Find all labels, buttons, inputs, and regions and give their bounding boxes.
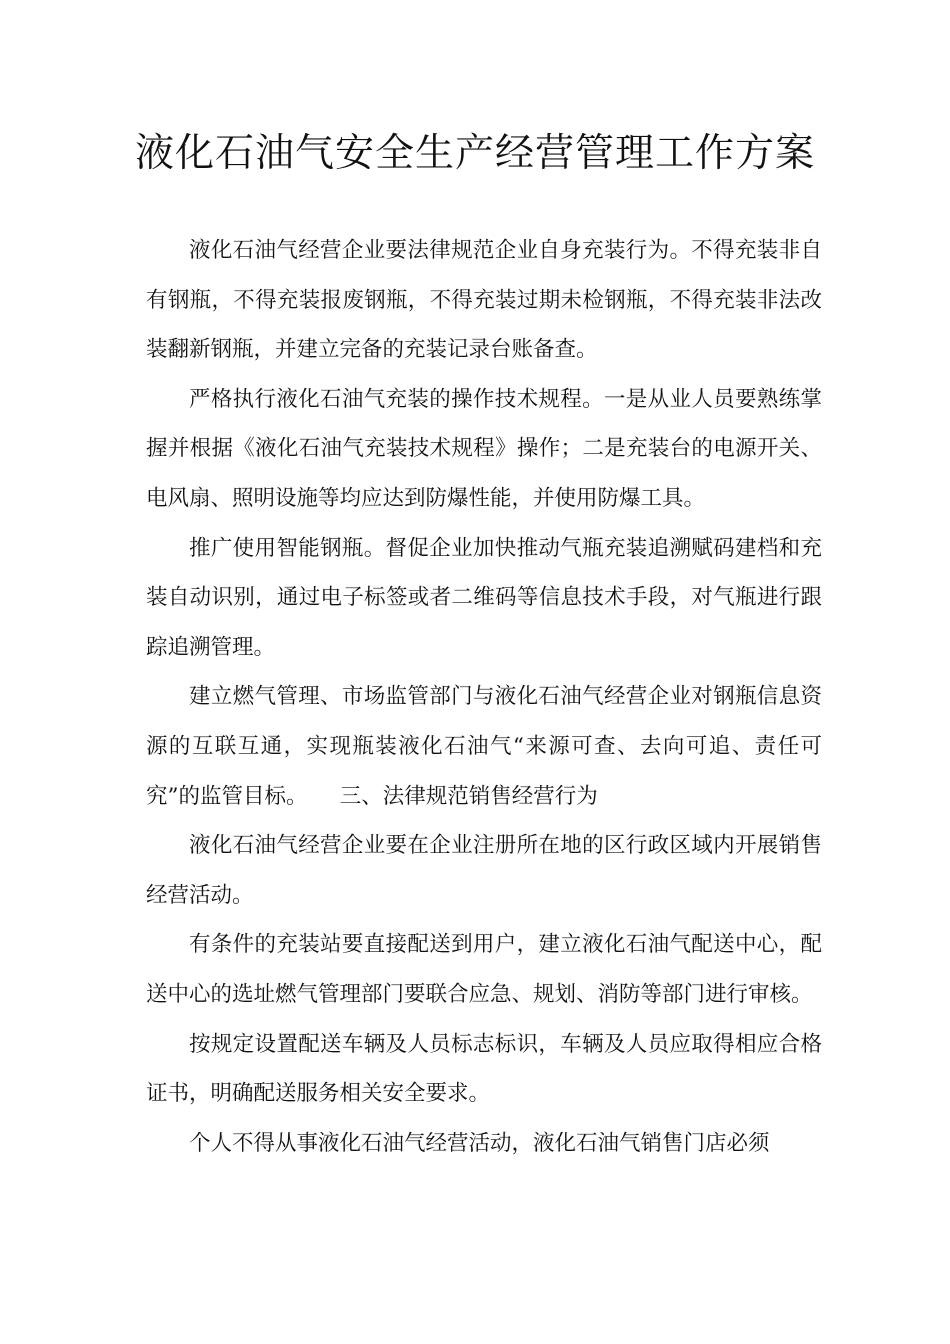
- paragraph-7: 按规定设置配送车辆及人员标志标识，车辆及人员应取得相应合格证书，明确配送服务相关安全要求。: [146, 1031, 822, 1107]
- paragraph-8: 个人不得从事液化石油气经营活动，液化石油气销售门店必须: [189, 1130, 770, 1156]
- paragraph-3: 推广使用智能钢瓶。督促企业加快推动气瓶充装追溯赋码建档和充装自动识别，通过电子标签或者二维码等信息技术手段，对气瓶进行跟踪追溯管理。: [146, 535, 822, 660]
- paragraph-6: 有条件的充装站要直接配送到用户，建立液化石油气配送中心，配送中心的选址燃气管理部门要联合应急、规划、消防等部门进行审核。: [146, 932, 822, 1007]
- paragraph-2: 严格执行液化石油气充装的操作技术规程。一是从业人员要熟练掌握并根据《液化石油气充装技术规程》操作；二是充装台的电源开关、电风扇、照明设施等均应达到防爆性能，并使用防爆工具。: [146, 386, 822, 511]
- paragraph-1: 液化石油气经营企业要法律规范企业自身充装行为。不得充装非自有钢瓶，不得充装报废钢瓶，不得充装过期未检钢瓶，不得充装非法改装翻新钢瓶，并建立完备的充装记录台账备查。: [146, 238, 822, 363]
- paragraph-5: 液化石油气经营企业要在企业注册所在地的区行政区域内开展销售经营活动。: [146, 833, 822, 908]
- document-title: 液化石油气安全生产经营管理工作方案: [134, 131, 815, 176]
- paragraph-4: 建立燃气管理、市场监管部门与液化石油气经营企业对钢瓶信息资源的互联互通，实现瓶装液化石油气“来源可查、去向可追、责任可究”的监管目标。 三、法律规范销售经营行为: [146, 684, 822, 809]
- document-body: [146, 226, 822, 1168]
